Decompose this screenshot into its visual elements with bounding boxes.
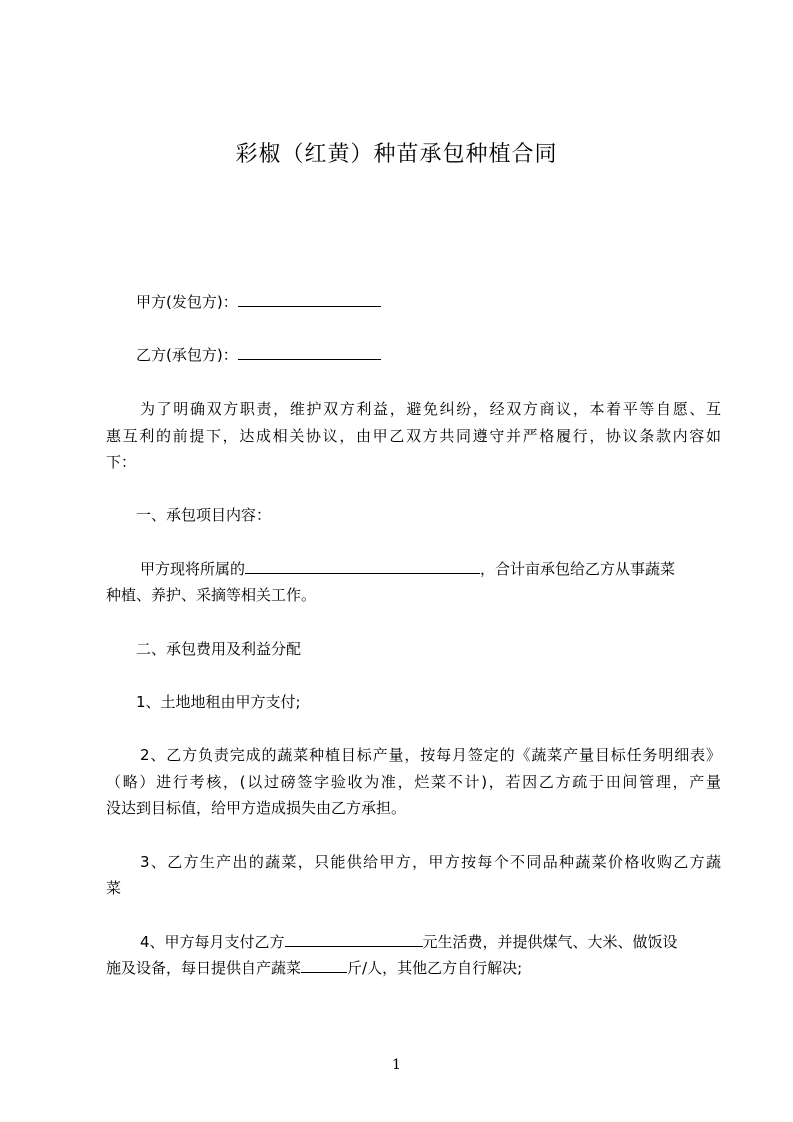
party-b-blank (238, 345, 381, 360)
section-1-line-2: 种植、养护、采摘等相关工作。 (106, 586, 317, 604)
vegetable-amount-blank (301, 958, 347, 973)
section-2-item-1: 1、土地地租由甲方支付; (136, 693, 301, 711)
section-1-line-1-end: ，合计亩承包给乙方从事蔬菜 (480, 560, 676, 578)
section-2-item-3-line-2: 菜 (106, 879, 122, 897)
section-2-item-4-line-2-start: 施及设备，每日提供自产蔬菜 (106, 959, 302, 977)
party-a-line (136, 292, 721, 312)
section-2-item-2-line-2: （略）进行考核，(以过磅签字验收为准，烂菜不计)，若因乙方疏于田间管理，产量 (106, 773, 721, 791)
section-2-item-2-line-1: 2、乙方负责完成的蔬菜种植目标产量，按每月签定的《蔬菜产量目标任务明细表》 (140, 746, 721, 764)
section-2-item-3-line-1: 3、乙方生产出的蔬菜，只能供给甲方，甲方按每个不同品种蔬菜价格收购乙方蔬 (140, 853, 721, 871)
party-b-label: 乙方(承包方)： (136, 346, 238, 364)
section-2-item-4-line-1-start: 4、甲方每月支付乙方 (140, 933, 285, 951)
section-2-item-2-line-3: 没达到目标值，给甲方造成损失由乙方承担。 (106, 799, 407, 817)
section-2-item-4-line-2 (106, 958, 721, 978)
section-2-heading: 二、承包费用及利益分配 (136, 640, 302, 658)
intro-line-2: 惠互利的前提下，达成相关协议，由甲乙双方共同遵守并严格履行，协议条款内容如 (106, 427, 721, 445)
party-b-line (136, 345, 721, 365)
party-a-blank (238, 292, 381, 307)
intro-line-1: 为了明确双方职责，维护双方利益，避免纠纷，经双方商议，本着平等自愿、互 (140, 400, 721, 418)
section-2-item-4-line-1-end: 元生活费，并提供煤气、大米、做饭设 (422, 933, 678, 951)
section-2-item-4-line-1 (140, 932, 721, 952)
page-number: 1 (392, 1057, 401, 1073)
intro-line-3: 下： (106, 453, 137, 471)
party-a-label: 甲方(发包方)： (136, 293, 238, 311)
section-1-heading: 一、承包项目内容： (136, 506, 272, 524)
farm-location-blank (245, 559, 480, 574)
document-title: 彩椒（红黄）种苗承包种植合同 (235, 142, 558, 167)
living-allowance-blank (285, 932, 423, 947)
section-2-item-4-line-2-end: 斤/人，其他乙方自行解决; (347, 959, 523, 977)
section-1-line-1-start: 甲方现将所属的 (140, 560, 246, 578)
section-1-line-1 (140, 559, 721, 579)
